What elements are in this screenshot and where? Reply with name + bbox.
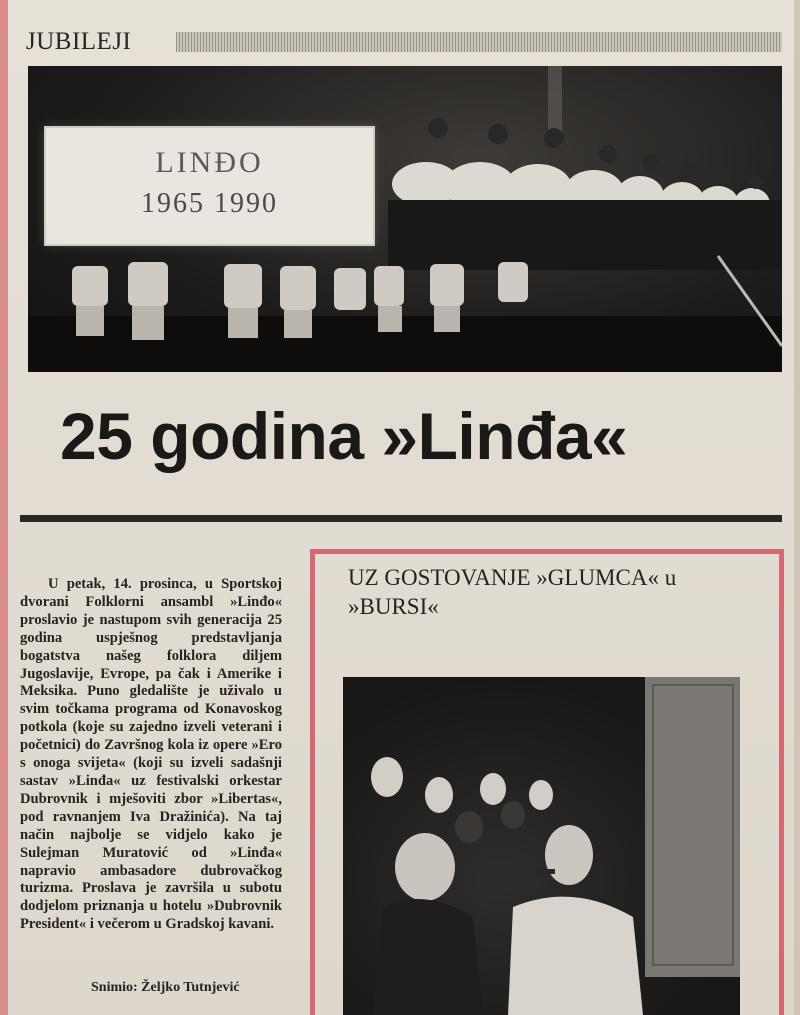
- headline-rule: [20, 515, 782, 522]
- headline: 25 godina »Linđa«: [60, 399, 628, 473]
- banner-years: 1965 1990: [141, 188, 278, 219]
- photo-credit: Snimio: Željko Tutnjević: [91, 980, 240, 995]
- theatre-actors-illustration: [343, 677, 740, 1015]
- dance-ensemble-photo: [28, 66, 782, 372]
- section-rule: [176, 32, 782, 52]
- banner-name: LINĐO: [155, 146, 264, 179]
- page-left-edge: [0, 0, 8, 1015]
- section-label: JUBILEJI: [26, 28, 132, 55]
- page-right-edge: [794, 0, 800, 1015]
- article-body: U petak, 14. prosinca, u Sportskoj dvorani Folklorni ansambl »Linđo« proslavio je nastupom svih generacija 25 godina uspješnog predstavljanja bogatstva našeg folklora diljem Jugoslavije, Evrope, pa čak i Amerike i Meksika. Puno gledalište je uživalo u svim točkama programa od Konavoskog potkola (koje su zajedno izveli veterani i početnici) do Završnog kola iz opere »Ero s onoga svijeta« (koji su izveli sadašnji sastav »Linđa« uz festivalski orkestar Dubrovnik i mješoviti zbor »Libertas«, pod ravnanjem Iva Dražinića). Na taj način najbolje se vidjelo kako je Sulejman Muratović od »Linđa« napravio ambasadore dubrovačkog turizma. Proslava je završila u subotu dodjelom priznanja u hotelu »Dubrovnik President« i večerom u Gradskoj kavani.: [20, 576, 282, 933]
- theatre-actors-photo: [343, 677, 740, 1015]
- anniversary-banner: [44, 126, 375, 246]
- sidebar-article-title: UZ GOSTOVANJE »GLUMCA« u »BURSI«: [348, 565, 677, 619]
